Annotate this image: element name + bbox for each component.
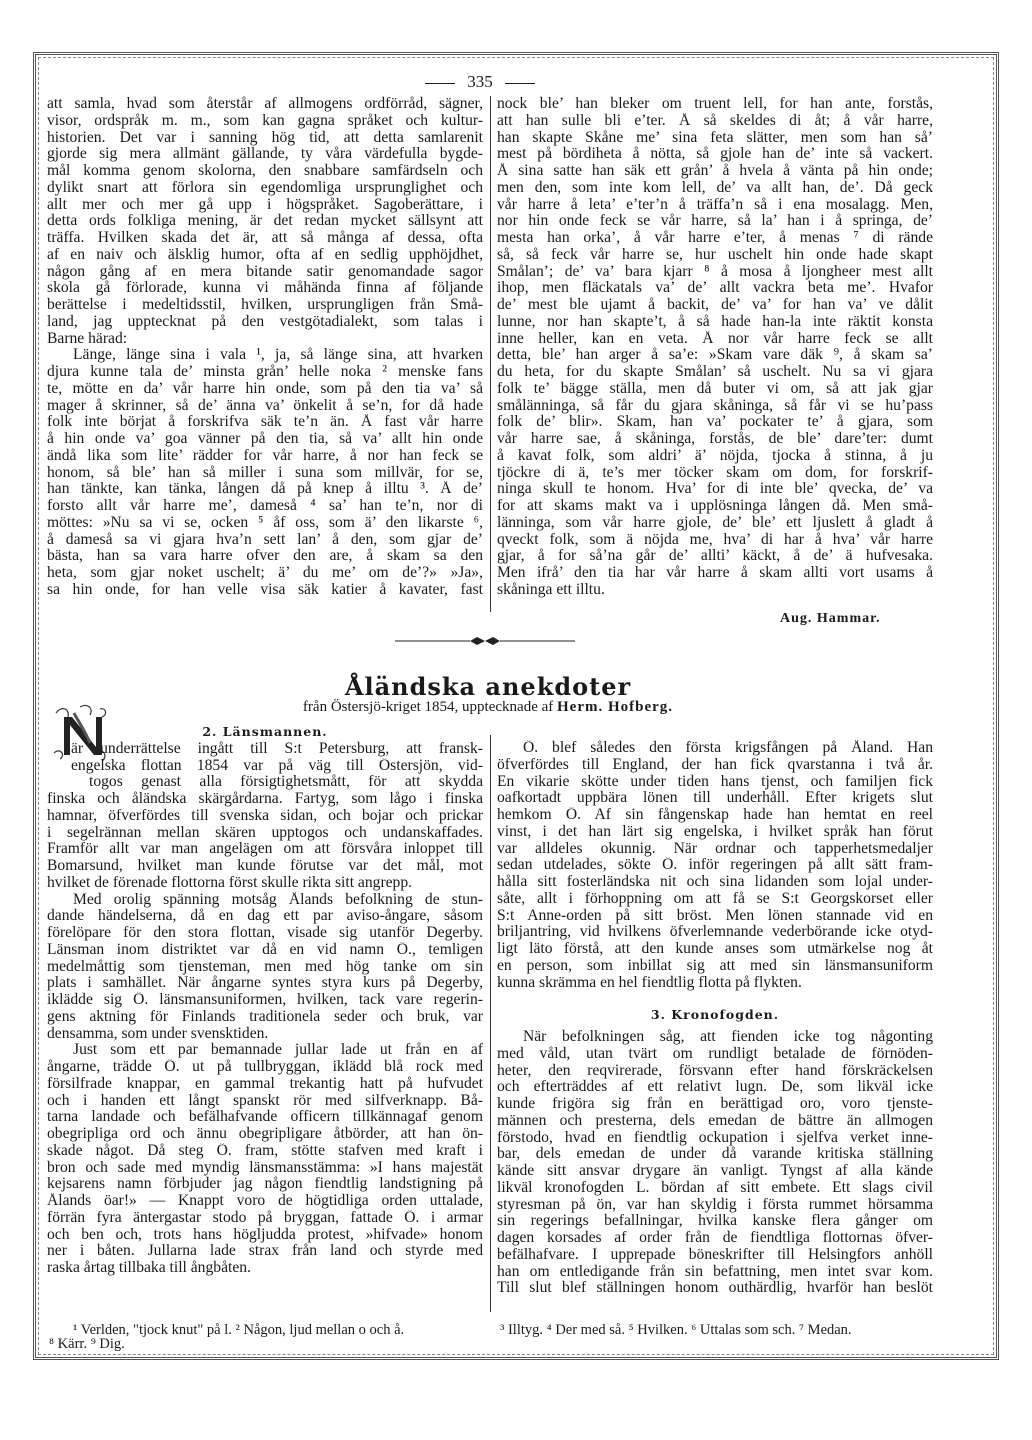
text-line: dande händelserna, då en dag ett par aviso-ångare, såsom <box>47 908 483 925</box>
text-line: inne heller, kan en veta. Å nor vår harre feck se allt <box>497 330 933 347</box>
text-line: var alldeles okunnig. När ordnar och tapperhetsmedaljer <box>497 840 933 857</box>
text-line: folk de’ blir». Skam, han va’ pockater te’ å gjara, som <box>497 414 933 431</box>
text-line: dylikt snart att förlora sin egendomliga ursprunglighet och <box>47 179 483 196</box>
spacer <box>497 991 933 1007</box>
text-line: ändå lika som lite’ rädder for vår harre, å nor han feck se <box>47 447 483 464</box>
text-line: iklädde sig Ö. länsmansuniformen, hvilken, tack vare regerin- <box>47 992 483 1008</box>
text-line: likväl kronofogden L. bördan af sitt embete. Ett slags civil <box>497 1179 933 1196</box>
ornament-divider <box>395 634 575 648</box>
lansmannen-continued-text <box>497 740 933 991</box>
text-line: ångarne, trädde Ö. ut på tullbryggan, iklädd blå rock med <box>47 1059 483 1075</box>
text-line: du heta, for du skapte Smålan’ så uschelt. Nu sa vi gjara <box>497 364 933 380</box>
text-line: Smålan’; de’ va’ bara kjarr ⁸ å mosa å ljongheer mest allt <box>497 263 933 280</box>
text-line: detta ords folkliga mening, är det redan mycket sällsynt att <box>47 213 483 230</box>
text-line: oafkortadt uppbära lönen till underhåll. Efter krigets slut <box>497 790 933 807</box>
paragraph <box>47 892 483 1043</box>
text-line: forsto allt vår harre me’, dameså ⁴ sa’ han te’n, nor di <box>47 498 483 514</box>
text-line: öfverfördes till England, der han fick qvarstanna i två år. <box>497 756 933 773</box>
author-name: Herm. Hofberg. <box>557 699 674 715</box>
top-left-column <box>47 96 483 599</box>
text-line: Just som ett par bemannade jullar lade ut från en af <box>73 1042 483 1059</box>
section-heading-lansmannen: 2. Länsmannen. <box>202 724 328 739</box>
text-line: sedan utdelades, sökte Ö. inför regeringen på allt sätt fram- <box>497 857 933 874</box>
text-line: allt mer och mer gå upp i högspråket. Sagoberättare, i <box>47 196 483 213</box>
text-line: möttes: »Nu sa vi se, ocken ⁵ åf oss, som ä’ den likarste ⁶, <box>47 514 483 531</box>
text-line: for att skams makt va i upplösninga lången då. Men små- <box>497 498 933 514</box>
text-line: Bomarsund, hvilket man kunde förutse var det mål, mot <box>47 858 483 874</box>
page-number-text: 335 <box>467 72 493 91</box>
text-line: han om entledigande från sin befattning, men intet svar kom. <box>497 1263 933 1280</box>
paragraph <box>497 1029 933 1297</box>
text-line: ihop, men fläckatals va’ de’ allt vackra beta me’. Hvafor <box>497 280 933 297</box>
text-line: han tänkte, kan tänka, lången då på knep å illtu ³. Å de’ <box>47 481 483 498</box>
text-line: ninga skull te honom. Hva’ for di inte ble’ qvecka, de’ va <box>497 481 933 498</box>
top-right-column <box>497 96 933 599</box>
text-line: kunde frigöra sig från en berättigad oro, voro tjenste- <box>497 1096 933 1112</box>
text-line: gjar, å for så’na går de’ allti’ käckt, å de’ ä hufvesaka. <box>497 548 933 565</box>
text-line: Ålands öar!» — Knappt voro de högtidliga orden uttalade, <box>47 1193 483 1209</box>
column-divider-bottom <box>490 735 491 1312</box>
article-subtitle <box>0 699 976 716</box>
text-line: Barne härad: <box>47 330 128 347</box>
text-line: träffa. Hvilken skada det är, att så många af dessa, ofta <box>47 230 483 246</box>
text-line: Framför allt var man angelägen om att försvåra inloppet till <box>47 841 483 858</box>
paragraph <box>47 96 483 347</box>
page-number <box>0 72 960 92</box>
text-line: å kavat folk, som aldri’ ä’ nöjda, tjocka å stinna, å ju <box>497 447 933 464</box>
text-line: historien. Det var i sanning hög tid, att detta samlarenit <box>47 129 483 146</box>
text-line: befälhafvare. I upprepade böneskrifter till Helsingfors anhöll <box>497 1246 933 1263</box>
text-line: och ben och, trots hans högljudda protest, »hifvade» honom <box>47 1226 483 1243</box>
text-line: raska årtag tillbaka till ångbåten. <box>47 1260 251 1276</box>
text-line: hvilket de förenade flottorna först skulle rikta sitt angrepp. <box>47 874 413 891</box>
text-line: medelmåttig som tjensteman, men med hög tanke om sin <box>47 958 483 975</box>
text-line: skåninga ett illtu. <box>497 581 605 598</box>
bottom-right-column <box>497 740 933 1297</box>
text-line: så, så feck vår harre se, hur uschelt hin onde hade skapt <box>497 246 933 263</box>
text-line: Länge, länge sina i vala ¹, ja, så länge sina, att hvarken <box>73 347 483 364</box>
text-line: mest på bördiheta å nötta, så gjole han de’ inte så vackert. <box>497 146 933 163</box>
text-line: kunna skrämma en hel fiendtlig flotta på flykten. <box>497 974 802 991</box>
text-line: honom, så ble’ han så miller i suna som millvär, for se, <box>47 464 483 481</box>
text-line: bron och sade med myndig länsmansstämma: »I hans majestät <box>47 1159 483 1176</box>
text-line: vår harre sae, å skåninga, forstås, de ble’ dare’ter: dumt <box>497 431 933 447</box>
text-line: ligt läto förstå, att den kunde anses som utmärkelse nog åt <box>497 941 933 957</box>
text-line: att samla, hvad som återstår af allmogens ordförråd, sägner, <box>47 96 483 112</box>
text-line: försilfrade knappar, en gammal trekantig hatt på hufvudet <box>47 1075 483 1092</box>
text-line: Länsman inom distriktet var då en vid namn Ö., temligen <box>47 941 483 958</box>
text-line: sa hin onde, for han velle visa säk katier å kavater, fast <box>47 581 483 598</box>
text-line: detta, ble’ han arger å sa’e: »Skam vare däk ⁹, å skam sa’ <box>497 347 933 364</box>
paragraph <box>47 347 483 598</box>
footnote-left-1: ¹ Verlden, "tjock knut" på l. ² Någon, ljud mellan o och å. <box>73 1322 405 1338</box>
text-line: tjöckre di ä, te’s mer töcker skam om dom, for forskrif- <box>497 464 933 481</box>
text-line: förrän fyra äntergastar stodo på bryggan, fattade Ö. i armar <box>47 1209 483 1226</box>
text-line: ner i båten. Jullarna lade strax från land och styrde med <box>47 1243 483 1260</box>
text-line: med våld, utan tvärt om rundligt betalade de förnöden- <box>497 1045 933 1062</box>
text-line: smålänninga, så får du gjara skåninga, så får vi se hu’pass <box>497 397 933 414</box>
text-line: att han sulle bli e’ter. Å så skeldes di åt; å vår harre, <box>497 112 933 129</box>
text-line: af en naiv och älsklig humor, ofta af en sedlig upphöjdhet, <box>47 246 483 263</box>
text-line: lunne, nor han skapte’t, å så hade han-la inte räktit konsta <box>497 313 933 330</box>
text-line: bästa, han sa vara harre ofver den are, å skam sa den <box>47 548 483 565</box>
text-line: skola gå förlorade, kunna vi måhända finna af följande <box>47 280 483 297</box>
text-line: männen och presterna, dels emedan de bättre än allmogen <box>497 1112 933 1129</box>
column-divider-top <box>490 96 491 612</box>
text-line: dagen korsades af order från de fiendtliga flottornas öfver- <box>497 1230 933 1246</box>
text-line: mesta han orka’, å vår harre e’ter, å menas ⁷ di rände <box>497 230 933 246</box>
text-line: mager å skrinner, så de’ änna va’ önkelit å se’n, for då hade <box>47 397 483 414</box>
text-line: och i handen ett långt spanskt rör med silfverknapp. Bå- <box>47 1092 483 1109</box>
dash-left <box>425 83 455 84</box>
text-line: Men ifrå’ den tia har vår harre å skam allti vort usams å <box>497 565 933 581</box>
text-line: såte, allt i förhoppning om att få se S:t Georgskorset eller <box>497 890 933 907</box>
paragraph <box>47 1042 483 1277</box>
text-line: gjorde sig mera allmänt gällande, ty våra värdefulla bygde- <box>47 146 483 163</box>
text-line: gens aktning för Finlands traditionela seder och bruk, var <box>47 1008 483 1025</box>
section-heading-kronofogden: 3. Kronofogden. <box>650 1007 780 1023</box>
text-line: kejsarens namn förbjuder jag någon fiendtlig landstigning på <box>47 1176 483 1193</box>
paragraph <box>497 740 933 991</box>
text-line: någon gång af en mera bitande satir genomandade sagor <box>47 263 483 280</box>
text-line: qveckt folk, som ä nöjda me, hva’ di har å hva’ vår harre <box>497 531 933 548</box>
text-line: och efterträddes af ett relativt lugn. De, som likväl icke <box>497 1079 933 1096</box>
text-line: vår harre å leta’ e’ter’n å träffa’n så i ena mosalagg. Men, <box>497 196 933 213</box>
text-line: plats i samhället. När ångarne syntes styra kurs på Degerby, <box>47 975 483 992</box>
text-line: En vikarie skötte under tiden hans tjenst, och familjen fick <box>497 773 933 790</box>
text-line: Å sina satte han säk ett grån’ å hvela å vänta på hin onde; <box>497 163 933 179</box>
text-line: hamnar, öfverfördes till svenska sidan, och bojar och prickar <box>47 807 483 824</box>
text-line: i segelrännan mellan skären upptogos och undanskaffades. <box>47 824 483 841</box>
text-line: När befolkningen såg, att fienden icke tog någonting <box>523 1029 933 1045</box>
text-line: djura kunne tala de’ minsta grån’ helle noka ² menske fans <box>47 364 483 380</box>
text-line: Ö. blef således den första krigsfången på Åland. Han <box>523 740 933 756</box>
text-line: heta, som gjar noket uschelt; ä’ du me’ om de’?» »Ja», <box>47 565 483 581</box>
text-line: bar, dels emedan de under då varande kritiska ställning <box>497 1146 933 1163</box>
text-line: förelöpare för den stora flottan, visade sig utanför Degerby. <box>47 925 483 941</box>
text-line: mål komma genom skolorna, den snabbare samfärdseln och <box>47 163 483 179</box>
text-line: han skapte Skåne me’ sina feta slätter, men som han så’ <box>497 129 933 146</box>
text-line: togos genast alla försigtighetsmått, för att skydda <box>89 774 483 791</box>
text-line: finska och åländska skärgårdarna. Fartyg, som lågo i finska <box>47 791 483 807</box>
kronofogden-text <box>497 1029 933 1297</box>
lansmannen-text <box>47 741 483 1277</box>
text-line: folk te’ bägge ställa, men då buter vi om, så att jak gjar <box>497 380 933 397</box>
text-line: är underrättelse ingått till S:t Petersburg, att fransk- <box>71 740 483 757</box>
text-line: land, jag upptecknat på den vestgötadialekt, som talas i <box>47 313 483 330</box>
text-line: men den, som inte kom lell, de’ va allt han, de’. Då geck <box>497 179 933 196</box>
text-line: folk inte börjat å forskrifva säk te’n än. Å fast vår harre <box>47 414 483 431</box>
text-line: visor, ordspråk m. m., som kan gagna språket och kultur- <box>47 112 483 129</box>
text-line: vinst, i det han lärt sig engelska, i hvilket språk han förut <box>497 823 933 840</box>
text-line: briljantring, vid hvilkens öfverlemnande vederbörande icke otyd- <box>497 924 933 941</box>
text-line: de’ mest ble ujamt å backit, de’ va’ for han va’ ve dålit <box>497 297 933 313</box>
text-line: sin regerings befallningar, hvilka kanske flera gånger om <box>497 1213 933 1230</box>
text-line: nor hin onde feck se vår harre, så la’ han i å springa, de’ <box>497 213 933 230</box>
text-line: styresman på ön, var han skyldig i första rummet hörsamma <box>497 1196 933 1213</box>
text-line: nock ble’ han bleker om truent lell, for han ante, forstås, <box>497 96 933 112</box>
svg-text:N: N <box>50 703 51 704</box>
text-line: å dameså sa vi gjara hva’n sett lan’ å den, som gjar de’ <box>47 531 483 548</box>
text-line: hemkom Ö. Af sin fångenskap hade han hemtat en reel <box>497 807 933 823</box>
text-line: heter, den reqvirerade, försvann efter hand förskräckelsen <box>497 1062 933 1079</box>
text-line: te, mötte en da’ vår harre hin onde, som på den tia va’ så <box>47 380 483 397</box>
bottom-left-column <box>47 724 483 1277</box>
text-line: hålla sitt fosterländska nit och sina lidanden som lojal under- <box>497 874 933 890</box>
text-line: länninga, som vår harre gjole, de’ ble’ ett ljuslett å gladt å <box>497 514 933 531</box>
footnote-right-1: ³ Illtyg. ⁴ Der med så. ⁵ Hvilken. ⁶ Uttalas som sch. ⁷ Medan. <box>500 1322 852 1338</box>
text-line: obegripliga ord och ännu obegripligare åtbörder, att han ön- <box>47 1126 483 1142</box>
subtitle-text: från Östersjö-kriget 1854, upptecknade af <box>302 699 554 715</box>
text-line: engelska flottan 1854 var på väg till Östersjön, vid- <box>71 757 483 774</box>
text-line: förstodo, hvad en fiendtlig ockupation i sjelfva verket inne- <box>497 1129 933 1146</box>
text-line: tarna landade och befälhafvande officern tillkännagaf genom <box>47 1109 483 1126</box>
text-line: densamma, som under svensktiden. <box>47 1025 269 1042</box>
text-line: Med orolig spänning motsåg Ålands befolkning de stun- <box>73 891 483 908</box>
footnote-left-2: ⁸ Kärr. ⁹ Dig. <box>49 1336 125 1352</box>
article-title: Åländska anekdoter <box>344 672 632 701</box>
paragraph <box>497 96 933 599</box>
text-line: kände sitt ansvar drygare än vanligt. Tyngst af alla kände <box>497 1163 933 1179</box>
text-line: en person, som inbillat sig att med sin länsmansuniform <box>497 957 933 974</box>
text-line: å hin onde va’ goa vänner på den tia, så va’ allt hin onde <box>47 431 483 447</box>
text-line: S:t Anne-orden på sitt bröst. Men lönen stannade vid en <box>497 907 933 924</box>
text-line: berättelse i medeltidsstil, hvilken, ursprungligen från Små- <box>47 297 483 313</box>
text-line: Till slut blef ställningen honom outhärdlig, hvarför han beslöt <box>497 1280 933 1297</box>
text-line: skade något. Då steg Ö. fram, stötte stafven med kraft i <box>47 1142 483 1159</box>
paragraph <box>47 741 483 892</box>
signature: Aug. Hammar. <box>780 611 881 626</box>
dash-right <box>505 83 535 84</box>
